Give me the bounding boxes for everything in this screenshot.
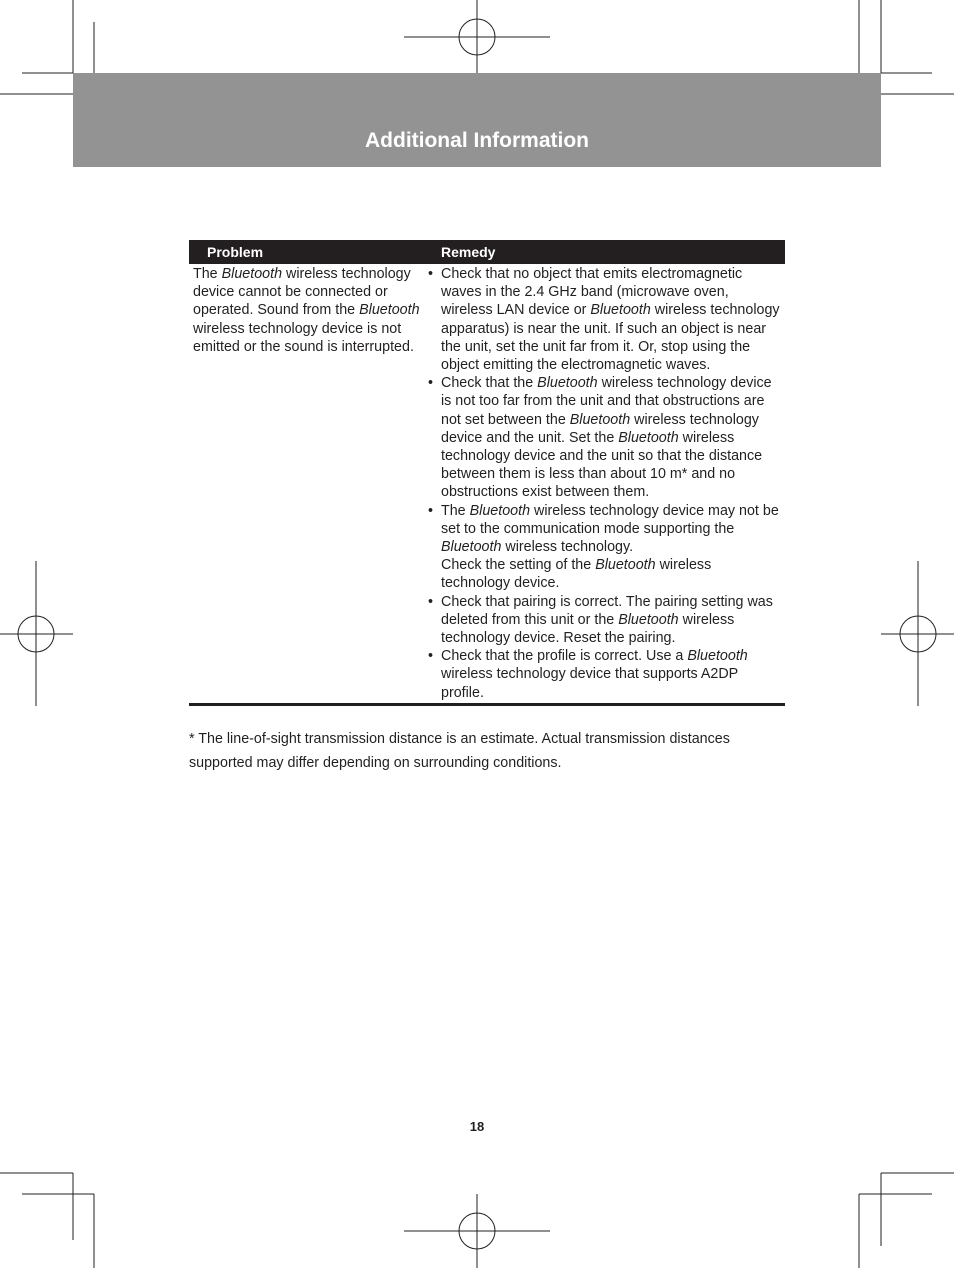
page-number: 18 <box>469 1119 485 1134</box>
remedy-column-header: Remedy <box>423 240 785 264</box>
table-header-row <box>189 240 785 264</box>
remedy-item <box>427 593 782 648</box>
table-row <box>189 264 785 704</box>
remedy-item <box>427 502 782 593</box>
bluetooth-term: Bluetooth <box>359 302 420 319</box>
bluetooth-term: Bluetooth <box>221 266 283 282</box>
remedy-text: wireless technology device and the unit. Set the <box>441 411 759 446</box>
remedy-text: wireless technology device. Reset the pairing. <box>441 611 735 647</box>
bluetooth-term: Bluetooth <box>618 611 679 628</box>
remedy-text: wireless technology apparatus) is near the unit. If such an object is near the unit, set the unit far from it. Or, stop using the object emitting the electromagnetic waves. <box>441 302 780 374</box>
remedy-text: The <box>441 502 470 519</box>
remedy-text: Check the setting of the <box>441 557 596 574</box>
remedy-text: wireless technology device that supports A2DP profile. <box>441 666 738 701</box>
footnote: * The line-of-sight transmission distance is an estimate. Actual transmission distances supported may differ depending on surrounding conditions. <box>189 731 730 771</box>
remedy-text: wireless technology device. <box>441 557 712 592</box>
bluetooth-term: Bluetooth <box>590 302 651 319</box>
problem-text: wireless technology device cannot be connected or operated. Sound from the <box>193 266 411 319</box>
bluetooth-term: Bluetooth <box>569 411 631 428</box>
remedy-text: Check that the <box>441 375 538 392</box>
remedy-item <box>427 647 782 702</box>
remedy-list <box>427 265 782 702</box>
problem-text: The <box>193 266 222 282</box>
remedy-text: wireless technology device is not too far from the unit and that obstructions are not set between the <box>441 375 772 428</box>
remedy-text: Check that pairing is correct. The pairing setting was deleted from this unit or the <box>441 593 773 628</box>
remedy-text: wireless technology device and the unit so that the distance between them is less than about 10 m* and no obstructions exist between them. <box>441 429 763 501</box>
bluetooth-term: Bluetooth <box>441 539 502 556</box>
remedy-cell <box>423 264 785 704</box>
bluetooth-term: Bluetooth <box>469 502 531 519</box>
remedy-item <box>427 265 782 374</box>
problem-cell <box>189 264 423 704</box>
bluetooth-term: Bluetooth <box>595 557 656 574</box>
remedy-item <box>427 374 782 501</box>
remedy-text: Check that the profile is correct. Use a <box>441 648 688 665</box>
bluetooth-term: Bluetooth <box>687 648 748 665</box>
bluetooth-term: Bluetooth <box>537 375 598 392</box>
troubleshooting-table <box>189 240 785 706</box>
bluetooth-term: Bluetooth <box>618 429 679 446</box>
problem-text: wireless technology device is not emitted or the sound is interrupted. <box>193 320 414 355</box>
remedy-text: wireless technology device may not be set to the communication mode supporting the <box>441 502 779 537</box>
remedy-text: wireless technology. <box>501 539 634 556</box>
remedy-text: Check that no object that emits electromagnetic waves in the 2.4 GHz band (microwave oven, wireless LAN device or <box>441 266 743 319</box>
problem-column-header: Problem <box>189 240 423 264</box>
page-title: Additional Information <box>365 129 589 152</box>
